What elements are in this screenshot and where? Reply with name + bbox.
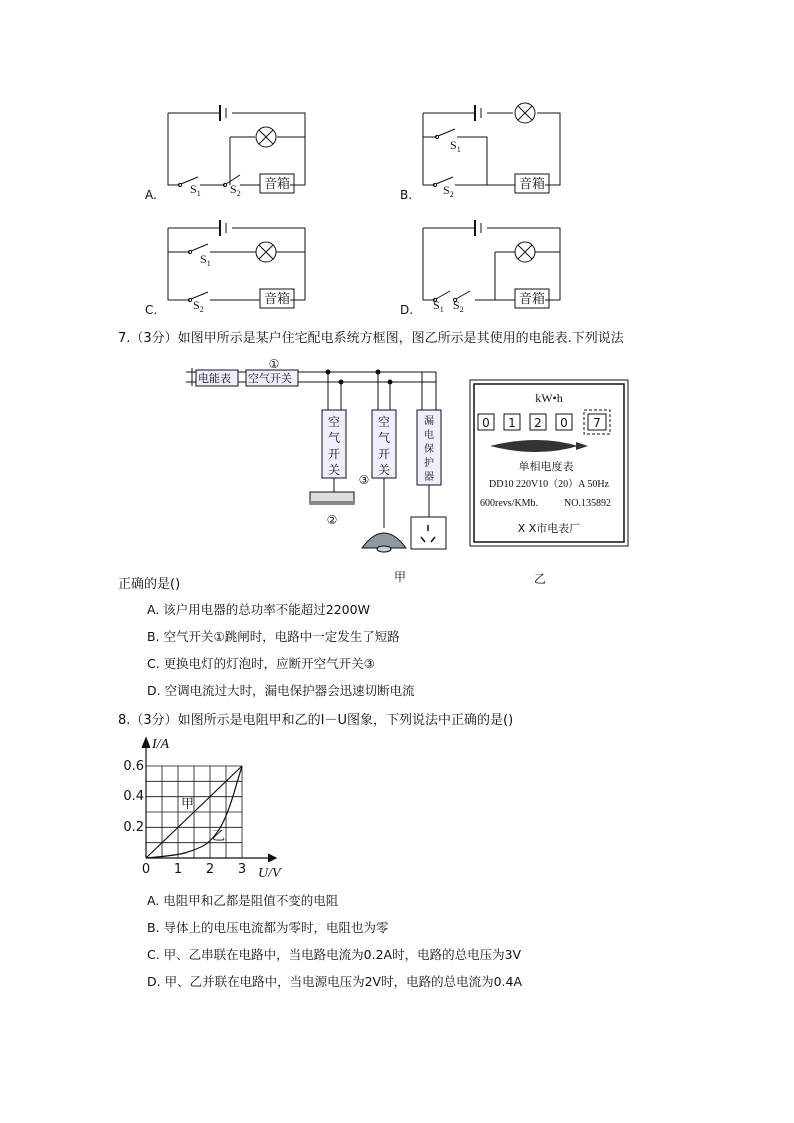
q8-option-a: A. 电阻甲和乙都是阻值不变的电阻	[147, 893, 339, 908]
q8-stem: 8.（3分）如图所示是电阻甲和乙的I－U图象，下列说法中正确的是()	[118, 713, 514, 728]
q7-option-b: B. 空气开关①跳闸时，电路中一定发生了短路	[147, 629, 400, 644]
mark-3: ③	[358, 473, 370, 487]
svg-text:器: 器	[424, 472, 434, 483]
svg-text:空: 空	[377, 415, 391, 429]
main-switch-label: 空气开关	[248, 372, 292, 385]
meter-spec: DD10 220V10（20）A 50Hz	[489, 479, 609, 490]
digit-3: 2	[534, 416, 542, 430]
circuit-d-s1: $S_1$	[433, 298, 444, 314]
y-tick-0.6: 0.6	[123, 759, 144, 774]
q8-option-b: B. 导体上的电压电流都为零时，电阻也为零	[147, 920, 389, 935]
q7-stem-continued: 正确的是()	[118, 577, 181, 592]
digit-4: 0	[560, 416, 568, 430]
q7-option-d: D. 空调电流过大时，漏电保护器会迅速切断电流	[147, 683, 415, 698]
meter-maker: X X市电表厂	[517, 522, 581, 535]
svg-text:漏: 漏	[424, 416, 434, 427]
svg-text:开: 开	[377, 447, 391, 461]
svg-text:空: 空	[327, 415, 341, 429]
circuit-c-label: C.	[145, 303, 158, 317]
mark-1: ①	[268, 357, 280, 371]
y-axis-label: I/A	[152, 737, 170, 752]
y-tick-0.4: 0.4	[123, 789, 144, 804]
q8-option-d: D. 甲、乙并联在电路中，当电源电压为2V时，电路的总电流为0.4A	[147, 974, 523, 989]
circuit-a-s2: $S_2$	[230, 182, 241, 198]
digit-5: 7	[593, 416, 601, 430]
x-tick-0: 0	[141, 862, 151, 877]
meter-box-label: 电能表	[198, 372, 231, 385]
x-tick-3: 3	[237, 862, 247, 877]
meter-unit: kW•h	[535, 391, 563, 405]
circuit-d-label: D.	[400, 303, 414, 317]
svg-text:护: 护	[424, 458, 434, 469]
mark-2: ②	[326, 513, 338, 527]
digit-2: 1	[508, 416, 516, 430]
q7-figure-yi-meter	[468, 378, 632, 590]
meter-number: NO.135892	[564, 498, 611, 509]
circuit-options-figure	[140, 95, 580, 320]
circuit-a-label: A.	[145, 188, 157, 202]
digit-1: 0	[482, 416, 490, 430]
svg-text:气: 气	[377, 431, 391, 445]
svg-text:保: 保	[424, 444, 434, 455]
x-tick-1: 1	[173, 862, 183, 877]
circuit-c-s2: $S_2$	[193, 298, 204, 314]
q7-stem: 7.（3分）如图甲所示是某户住宅配电系统方框图，图乙所示是其使用的电能表.下列说法	[118, 331, 624, 346]
circuit-b-speaker: 音箱	[519, 177, 546, 192]
svg-text:气: 气	[327, 431, 341, 445]
svg-text:关: 关	[327, 463, 341, 477]
circuit-c-s1: $S_1$	[200, 252, 211, 268]
circuit-c-speaker: 音箱	[264, 292, 291, 307]
q7-option-a: A. 该户用电器的总功率不能超过2200W	[147, 602, 370, 617]
meter-revs: 600revs/KMb.	[480, 498, 539, 509]
q7-option-c: C. 更换电灯的灯泡时，应断开空气开关③	[147, 656, 375, 671]
x-tick-2: 2	[205, 862, 215, 877]
circuit-b-s2: $S_2$	[443, 183, 454, 199]
circuit-d-s2: $S_2$	[453, 298, 464, 314]
iu-graph	[118, 730, 288, 885]
circuit-b-label: B.	[400, 188, 413, 202]
svg-text:关: 关	[377, 463, 391, 477]
q8-option-c: C. 甲、乙串联在电路中，当电路电流为0.2A时，电路的总电压为3V	[147, 947, 522, 962]
y-tick-0.2: 0.2	[123, 820, 144, 835]
circuit-a-s1: $S_1$	[190, 182, 201, 198]
circuit-b-s1: $S_1$	[450, 138, 461, 154]
series-jia-label: 甲	[181, 797, 195, 812]
figure-yi-caption: 乙	[533, 572, 547, 586]
figure-jia-caption: 甲	[393, 570, 407, 584]
leak-protector-text	[424, 415, 434, 483]
series-yi-label: 乙	[212, 829, 226, 844]
q7-figure-jia	[186, 352, 466, 587]
circuit-a-speaker: 音箱	[264, 177, 291, 192]
svg-text:电: 电	[424, 430, 434, 441]
svg-text:开: 开	[327, 447, 341, 461]
circuit-d-speaker: 音箱	[519, 292, 546, 307]
x-axis-label: U/V	[258, 866, 281, 881]
meter-type: 单相电度表	[518, 460, 574, 473]
